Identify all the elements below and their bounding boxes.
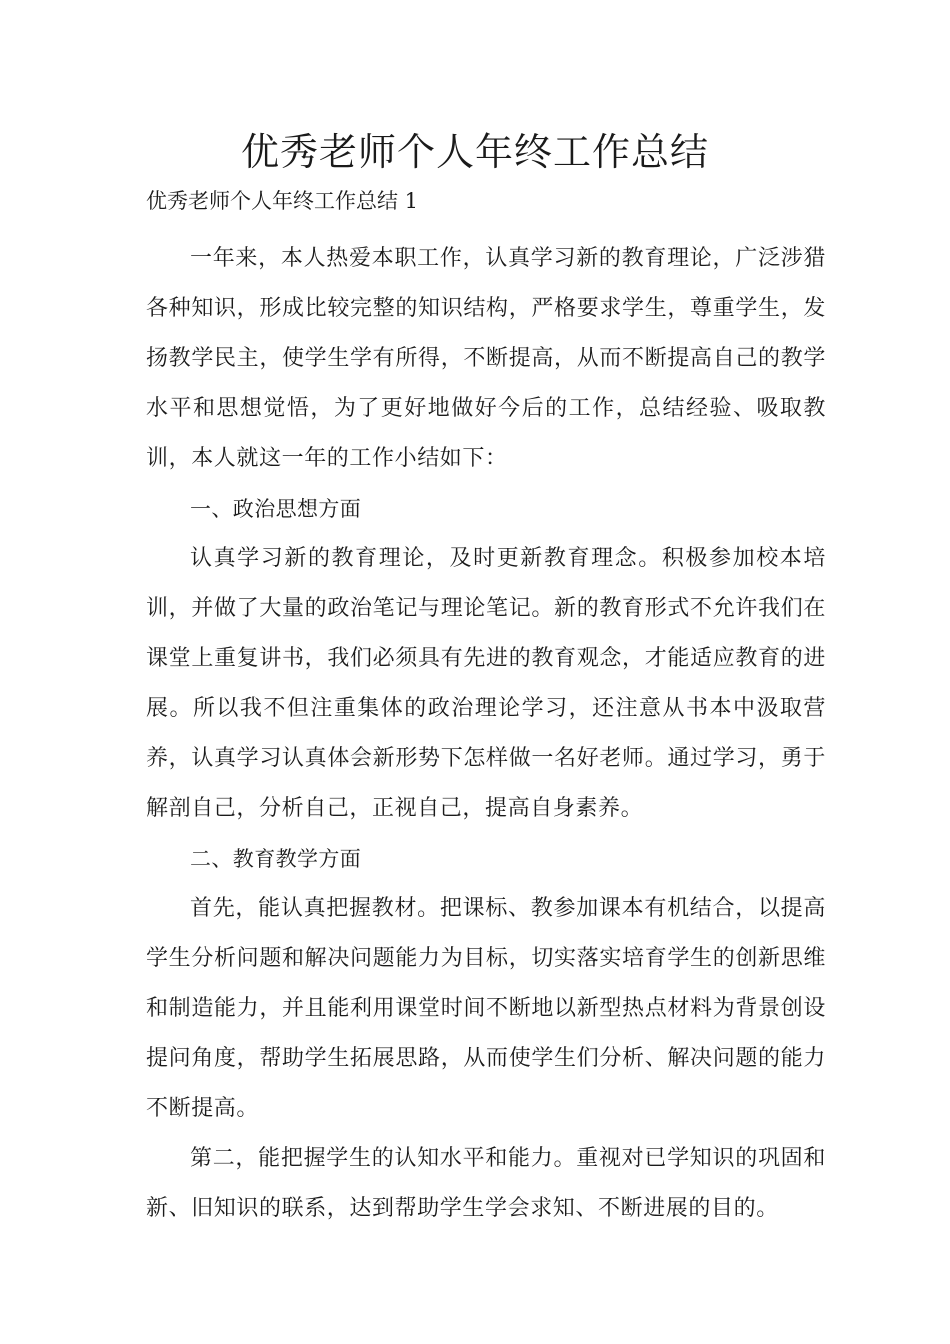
document-body — [146, 234, 826, 1234]
section-heading-political: 一、政治思想方面 — [190, 497, 362, 521]
intro-paragraph: 一年来，本人热爱本职工作，认真学习新的教育理论，广泛涉猎各种知识，形成比较完整的知识结构，严格要求学生，尊重学生，发扬教学民主，使学生学有所得，不断提高，从而不断提高自己的教学水平和思想觉悟，为了更好地做好今后的工作，总结经验、吸取教训，本人就这一年的工作小结如下： — [146, 246, 826, 471]
teaching-paragraph-1: 首先，能认真把握教材。把课标、教参加课本有机结合，以提高学生分析问题和解决问题能力为目标，切实落实培育学生的创新思维和制造能力，并且能利用课堂时间不断地以新型热点材料为背景创设提问角度，帮助学生拓展思路，从而使学生们分析、解决问题的能力不断提高。 — [146, 896, 826, 1121]
document-title: 优秀老师个人年终工作总结 — [240, 130, 709, 174]
political-paragraph: 认真学习新的教育理论，及时更新教育理念。积极参加校本培训，并做了大量的政治笔记与理论笔记。新的教育形式不允许我们在课堂上重复讲书，我们必须具有先进的教育观念，才能适应教育的进展。所以我不但注重集体的政治理论学习，还注意从书本中汲取营养，认真学习认真体会新形势下怎样做一名好老师。通过学习，勇于解剖自己，分析自己，正视自己，提高自身素养。 — [146, 546, 826, 821]
document-subtitle: 优秀老师个人年终工作总结 1 — [146, 189, 419, 213]
section-heading-teaching: 二、教育教学方面 — [190, 847, 362, 871]
teaching-paragraph-2: 第二，能把握学生的认知水平和能力。重视对已学知识的巩固和新、旧知识的联系，达到帮助学生学会求知、不断进展的目的。 — [146, 1146, 826, 1221]
